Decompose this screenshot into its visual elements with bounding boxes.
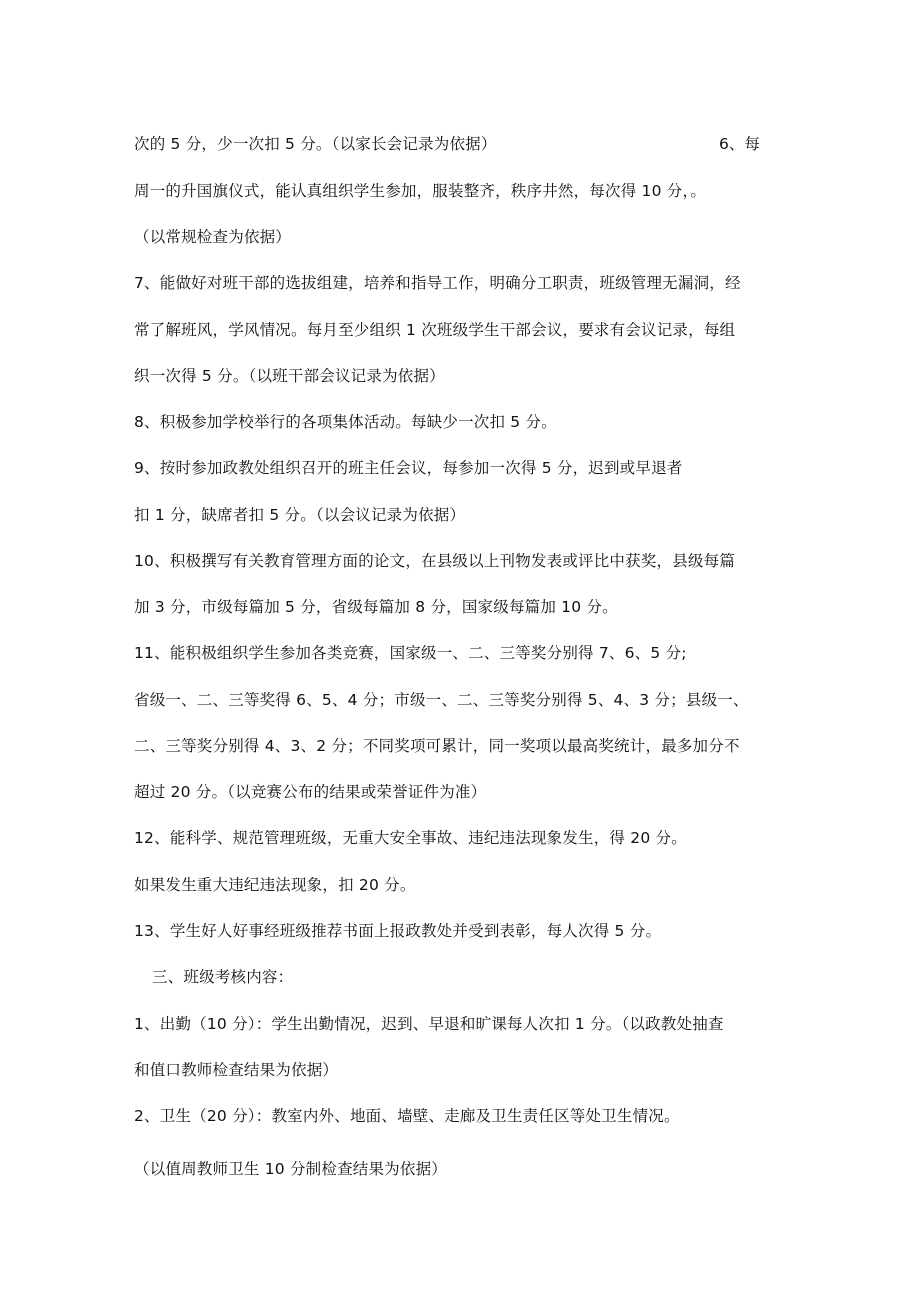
text-line: 9、按时参加政教处组织召开的班主任会议，每参加一次得 5 分，迟到或早退者 <box>134 459 683 477</box>
text-line: 1、出勤（10 分）：学生出勤情况，迟到、早退和旷课每人次扣 1 分。（以政教处抽查 <box>134 1015 724 1033</box>
text-line: 省级一、二、三等奖得 6、5、4 分；市级一、二、三等奖分别得 5、4、3 分；县级一、 <box>134 691 749 709</box>
text-line: 11、能积极组织学生参加各类竞赛，国家级一、二、三等奖分别得 7、6、5 分; <box>134 644 687 662</box>
text-line-fragment: 6、每 <box>719 135 760 153</box>
text-line: 如果发生重大违纪违法现象，扣 20 分。 <box>134 876 416 894</box>
text-line: 常了解班风，学风情况。每月至少组织 1 次班级学生干部会议，要求有会议记录，每组 <box>134 321 736 339</box>
text-line: 10、积极撰写有关教育管理方面的论文，在县级以上刊物发表或评比中获奖，县级每篇 <box>134 552 736 570</box>
section-heading: 三、班级考核内容： <box>152 968 294 986</box>
text-line: 二、三等奖分别得 4、3、2 分；不同奖项可累计，同一奖项以最高奖统计，最多加分不 <box>134 737 740 755</box>
text-line: 织一次得 5 分。（以班干部会议记录为依据） <box>134 367 445 385</box>
text-line: 次的 5 分，少一次扣 5 分。（以家长会记录为依据） <box>134 135 497 153</box>
text-line: 周一的升国旗仪式，能认真组织学生参加，服装整齐，秩序井然，每次得 10 分，。 <box>134 182 707 200</box>
text-line: 7、能做好对班干部的选拔组建，培养和指导工作，明确分工职责，班级管理无漏洞，经 <box>134 274 741 292</box>
text-line: （以值周教师卫生 10 分制检查结果为依据） <box>134 1160 447 1178</box>
text-line: （以常规检查为依据） <box>134 228 292 246</box>
text-line: 扣 1 分，缺席者扣 5 分。（以会议记录为依据） <box>134 506 466 524</box>
text-line: 超过 20 分。（以竞赛公布的结果或荣誉证件为准） <box>134 783 487 801</box>
text-line: 12、能科学、规范管理班级，无重大安全事故、违纪违法现象发生，得 20 分。 <box>134 829 687 847</box>
text-line: 加 3 分，市级每篇加 5 分，省级每篇加 8 分，国家级每篇加 10 分。 <box>134 598 618 616</box>
text-line: 8、积极参加学校举行的各项集体活动。每缺少一次扣 5 分。 <box>134 413 557 431</box>
text-line: 和值口教师检查结果为依据） <box>134 1061 339 1079</box>
text-line: 13、学生好人好事经班级推荐书面上报政教处并受到表彰，每人次得 5 分。 <box>134 922 662 940</box>
text-line: 2、卫生（20 分）：教室内外、地面、墙壁、走廊及卫生责任区等处卫生情况。 <box>134 1107 680 1125</box>
